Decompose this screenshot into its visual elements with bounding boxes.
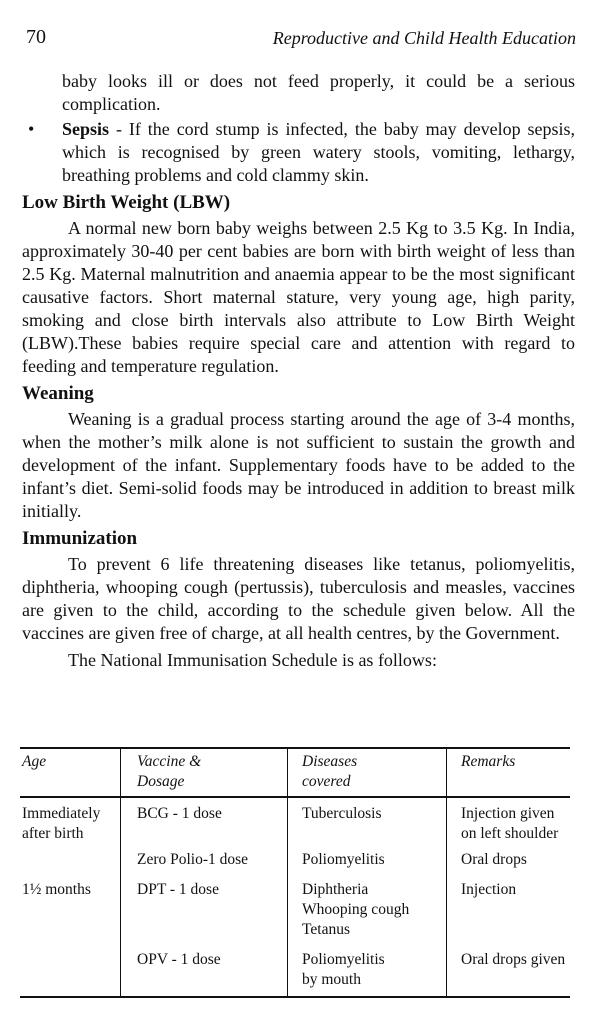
age-cell [20,797,121,848]
disease-line: Tetanus [302,921,350,938]
table-row [20,797,570,848]
header-diseases-line2: covered [302,773,351,790]
remark-line: Injection given [461,805,555,822]
continuation-paragraph: baby looks ill or does not feed properly, it could be a serious complication. [62,71,575,114]
age-line: Immediately [22,805,101,822]
page-number: 70 [26,26,46,48]
table-row [20,874,570,944]
age-cell [20,944,121,997]
header-vaccine-line1: Vaccine & [137,753,202,770]
remarks-cell [447,797,571,848]
section-heading-weaning: Weaning [22,383,94,404]
table-caption: The National Immunisation Schedule is as follows: [68,650,437,670]
disease-line: Poliomyelitis [302,951,385,968]
disease-cell [288,874,447,944]
header-vaccine [121,748,288,797]
section-heading-lbw: Low Birth Weight (LBW) [22,192,231,213]
vaccine-cell: OPV - 1 dose [121,944,288,997]
weaning-paragraph: Weaning is a gradual process starting around the age of 3-4 months, when the mother’s milk alone is not sufficient to sustain the growth and development of the infant. Supplementary foods have to be added to the infant’s diet. Semi-solid foods may be introduced in addition to breast milk initially. [22,409,575,521]
vaccine-cell: BCG - 1 dose [121,797,288,848]
sepsis-text: - If the cord stump is infected, the baby may develop sepsis, which is recognised by green watery stools, vomiting, lethargy, breathing problems and cold clammy skin. [62,119,575,185]
disease-line: Diphtheria [302,881,369,898]
remarks-cell: Injection [461,881,517,898]
table-header-row [20,748,570,797]
disease-line: Whooping cough [302,901,410,918]
table-row [20,944,570,997]
disease-cell: Tuberculosis [288,797,447,848]
age-cell: 1½ months [20,874,121,944]
remarks-cell: Oral drops [461,851,527,868]
sepsis-bullet [22,118,575,187]
header-age [20,748,121,797]
remark-line: on left shoulder [461,825,559,842]
body-text [22,70,575,672]
sepsis-term: Sepsis [62,119,110,139]
page-header [26,26,576,52]
disease-cell: Poliomyelitis [288,848,447,874]
immunization-paragraph: To prevent 6 life threatening diseases like tetanus, poliomyelitis, diphtheria, whooping cough (pertussis), tuberculosis and measles, vaccines are given to the child, according to the schedule given below. All the vaccines are given free of charge, at all health centres, by the Government. [22,554,575,643]
running-title: Reproductive and Child Health Education [272,28,576,48]
header-remarks [447,748,571,797]
vaccine-cell: Zero Polio-1 dose [121,848,288,874]
immunisation-schedule-table [20,747,570,998]
vaccine-cell: DPT - 1 dose [121,874,288,944]
remarks-cell: Oral drops given [447,944,571,997]
section-heading-immunization: Immunization [22,528,138,549]
header-diseases [288,748,447,797]
header-age-label: Age [22,753,47,770]
header-vaccine-line2: Dosage [137,773,185,790]
header-diseases-line1: Diseases [302,753,358,770]
age-cell [20,848,121,874]
age-line: after birth [22,825,84,842]
header-remarks-label: Remarks [461,753,516,770]
disease-line: by mouth [302,971,361,988]
table-row [20,848,570,874]
bullet-icon: • [28,119,35,139]
lbw-paragraph: A normal new born baby weighs between 2.5 Kg to 3.5 Kg. In India, approximately 30-40 per cent babies are born with birth weight of less than 2.5 Kg. Maternal malnutrition and anaemia appear to be the most significant causative factors. Short maternal stature, very young age, high parity, smoking and close birth intervals also attribute to Low Birth Weight (LBW).These babies require special care and attention with regard to feeding and temperature regulation. [22,218,575,376]
disease-cell [288,944,447,997]
